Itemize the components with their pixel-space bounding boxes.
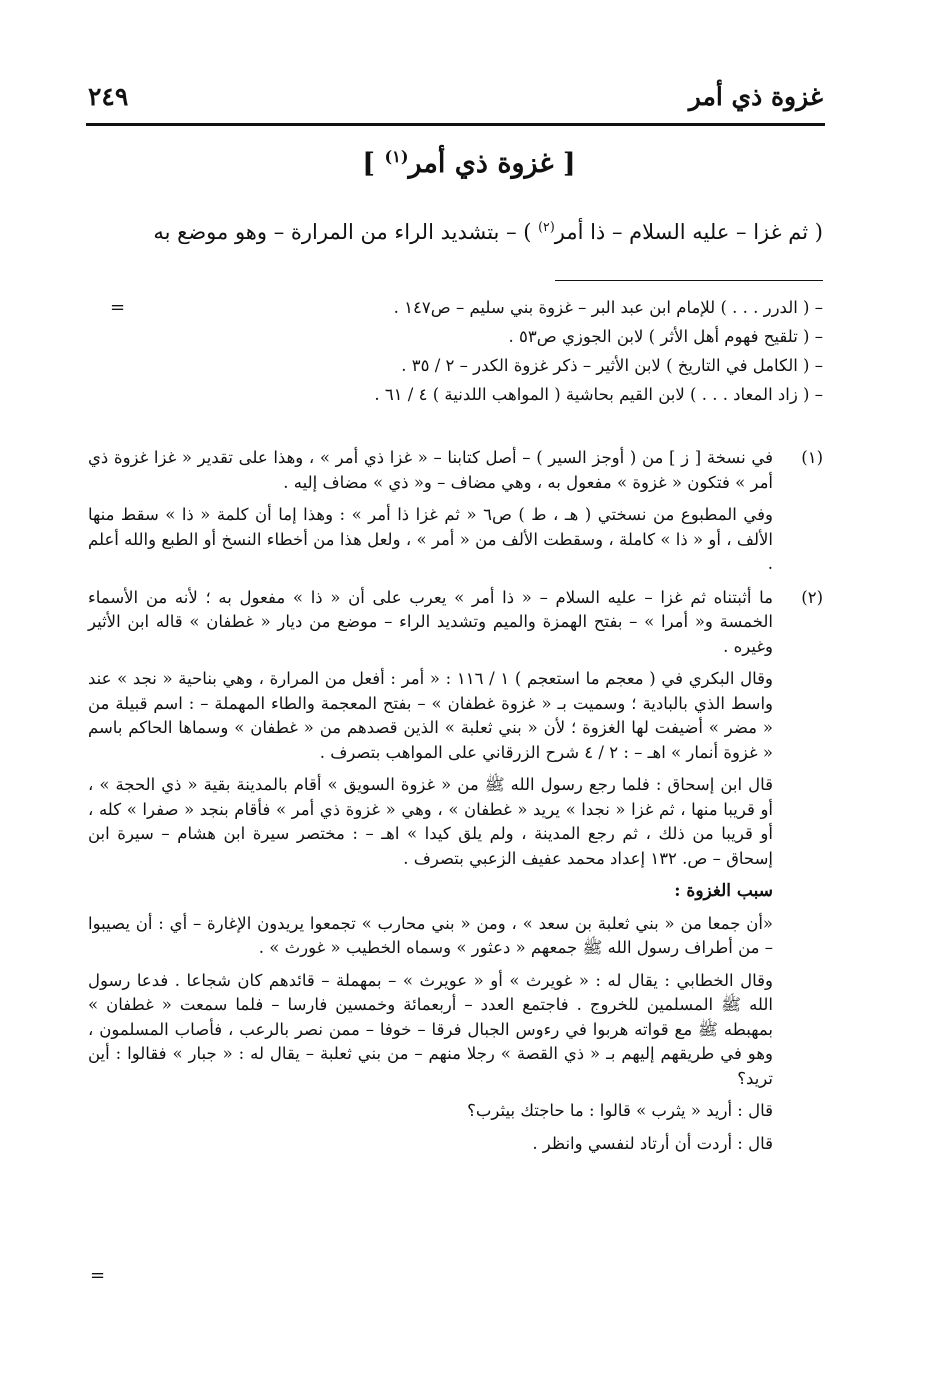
reference-list bbox=[250, 293, 823, 409]
footnote-number: (٢) bbox=[801, 587, 823, 607]
page-header bbox=[88, 82, 823, 122]
footnote-paragraph: قال : أردت أن أرتاد لنفسي وانظر . bbox=[532, 1133, 773, 1153]
reference-item: – ( زاد المعاد . . . ) لابن القيم بحاشية ( المواهب اللدنية ) ٤ / ٦١ . bbox=[374, 385, 823, 404]
section-title: [ غزوة ذي أمر$^{(١)}$ ] bbox=[362, 147, 576, 179]
footnotes bbox=[88, 446, 823, 1165]
footnote-number: (١) bbox=[801, 448, 823, 467]
footnote-paragraph: وقال الخطابي : يقال له : « غويرث » أو « عويرث » – بمهملة – قائدهم كان شجاعا . فدعا رسول الله ﷺ المسلمين للخروج . فاجتمع العدد – أربعمائة وخمسين فارسا – فلما سمعت « غطفان » بمهبطه ﷺ مع قواته هربوا في رءوس الجبال فرقا – خوفا – ممن نصر بالرعب ، فأصاب المسلمون ، وهو في طريقهم إليهم بـ « ذي القصة » رجلا منهم – من بني ثعلبة – يقال له : « جبار » فقالوا : أين تريد؟ bbox=[88, 970, 773, 1088]
footnote-paragraph: في نسخة [ ز ] من ( أوجز السير ) – أصل كتابنا – « غزا ذي أمر » ، وهذا على تقدير « غزا غزوة ذي أمر » فتكون « غزوة » مفعول به ، وهي مضاف – و« ذي » مضاف إليه . bbox=[88, 448, 773, 492]
running-title: غزوة ذي أمر bbox=[688, 82, 823, 111]
footnote-paragraph: قال ابن إسحاق : فلما رجع رسول الله ﷺ من « غزوة السويق » أقام بالمدينة بقية « ذي الحجة » ، أو قريبا منها ، ثم غزا « نجدا » يريد « غطفان » ، وهي « غزوة ذي أمر » فأقام بنجد « صفرا » كله ، أو قريبا من ذلك ، ثم رجع المدينة ، ولم يلق كيدا » اهـ – : مختصر سيرة ابن هشام – سيرة ابن إسحاق – ص. ١٣٢ إعداد محمد عفيف الزعبي بتصرف . bbox=[88, 775, 773, 868]
footnote-ref-2: (٢) bbox=[538, 219, 555, 234]
footnote-paragraph: ما أثبتناه ثم غزا – عليه السلام – « ذا أمر » يعرب على أن « ذا » مفعول به ؛ لأنه من الأسماء الخمسة و« أمرا » – بفتح الهمزة والميم وتشديد الراء – موضع من ديار « غطفان » قاله ابن الأثير وغيره . bbox=[88, 587, 773, 656]
footnote-separator bbox=[555, 280, 823, 281]
header-rule bbox=[86, 123, 825, 126]
continuation-mark-bottom: = bbox=[90, 1265, 106, 1286]
footnote-paragraph: وفي المطبوع من نسختي ( هـ ، ط ) ص٦ « ثم غزا ذا أمر » : وهذا إما أن كلمة « ذا » سقط منها الألف ، أو « ذا » كاملة ، وسقطت الألف من « أمر » ، ولعل هذا من أخطاء النسخ أو الطبع والله أعلم . bbox=[88, 505, 773, 573]
footnote-paragraph: قال : أريد « يثرب » قالوا : ما حاجتك بيثرب؟ bbox=[467, 1101, 773, 1120]
reference-item: – ( الكامل في التاريخ ) لابن الأثير – ذكر غزوة الكدر – ٢ / ٣٥ . bbox=[401, 356, 823, 375]
footnote-ref-1: (١) bbox=[384, 147, 409, 166]
page-number: ٢٤٩ bbox=[88, 82, 129, 111]
footnote-subheading: سبب الغزوة : bbox=[674, 881, 773, 901]
footnote-paragraph: وقال البكري في ( معجم ما استعجم ) ١ / ١١٦ : « أمر : أفعل من المرارة ، وهي بناحية « نجد » عند واسط الذي بالبادية ؛ وسميت بـ « غزوة غطفان » – بفتح المعجمة والطاء المهملة – : اسم قبيلة من « مضر » أضيفت لها الغزوة ؛ لأن « بني ثعلبة » الذين قصدهم من « غطفان » وسماها الحاكم باسم « غزوة أنمار » اهـ – : ٢ / ٤ شرح الزرقاني على المواهب بتصرف . bbox=[88, 669, 773, 762]
footnote-1 bbox=[88, 446, 823, 577]
continuation-mark-top: = bbox=[110, 297, 126, 318]
footnote-paragraph: «أن جمعا من « بني ثعلبة بن سعد » ، ومن « بني محارب » تجمعوا يريدون الإغارة – أي : أن يصيبوا – من أطراف رسول الله ﷺ جمعهم « دعثور » وسماه الخطيب « غورث » . bbox=[88, 913, 773, 957]
footnote-2 bbox=[88, 586, 823, 1157]
reference-item: – ( تلقيح فهوم أهل الأثر ) لابن الجوزي ص٥٣ . bbox=[508, 327, 823, 346]
reference-item: – ( الدرر . . . ) للإمام ابن عبد البر – غزوة بني سليم – ص١٤٧ . bbox=[393, 298, 823, 317]
intro-paragraph: ( ثم غزا – عليه السلام – ذا أمر$^{(٢)}$ ) – بتشديد الراء من المرارة – وهو موضع به bbox=[153, 219, 823, 244]
